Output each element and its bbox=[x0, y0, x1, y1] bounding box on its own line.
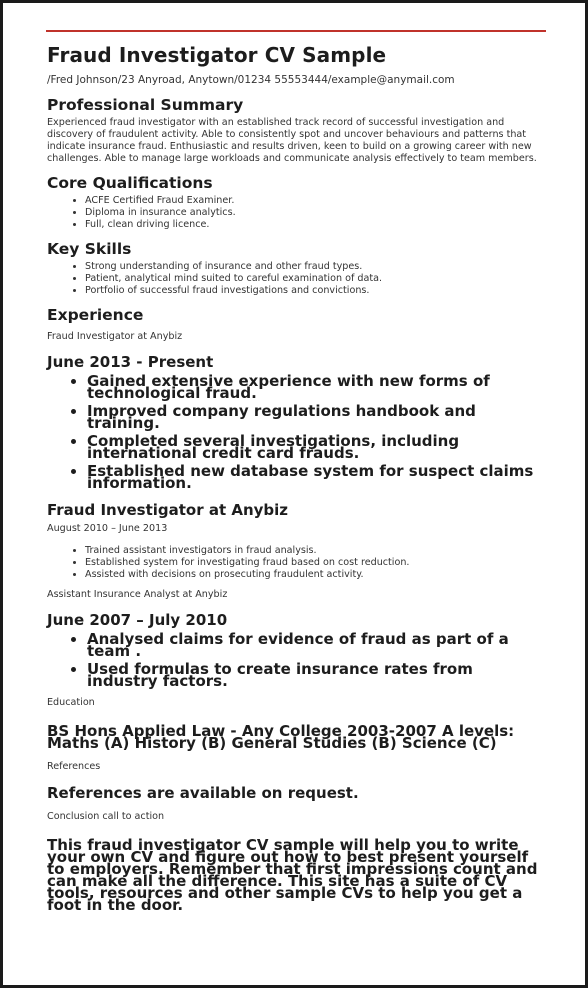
job1-list bbox=[47, 372, 547, 492]
list-item: • Analysed claims for evidence of fraud as part of a team . bbox=[87, 633, 547, 657]
list-item: • Trained assistant investigators in fraud analysis. bbox=[85, 545, 547, 557]
job3-list bbox=[47, 630, 547, 690]
list-item: • Diploma in insurance analytics. bbox=[85, 207, 547, 219]
job2-list bbox=[47, 545, 547, 581]
education-text: BS Hons Applied Law - Any College 2003-2007 A levels: Maths (A) History (B) General Studies (B) Science (C) bbox=[47, 722, 515, 752]
list-item: • Strong understanding of insurance and other fraud types. bbox=[85, 261, 547, 273]
list-item: • Established new database system for suspect claims information. bbox=[87, 465, 547, 489]
list-item: • Full, clean driving licence. bbox=[85, 219, 547, 231]
references-label: References bbox=[47, 761, 101, 772]
qualifications-list bbox=[47, 195, 547, 231]
list-item: • Completed several investigations, including international credit card frauds. bbox=[87, 435, 547, 459]
list-item: • Improved company regulations handbook and training. bbox=[87, 405, 547, 429]
qualifications-heading: Core Qualifications bbox=[47, 174, 213, 192]
skills-list bbox=[47, 261, 547, 297]
job1-dates: June 2013 - Present bbox=[47, 353, 214, 371]
references-text: References are available on request. bbox=[47, 784, 359, 802]
accent-rule bbox=[46, 30, 546, 32]
education-label: Education bbox=[47, 697, 95, 708]
job3-title: Assistant Insurance Analyst at Anybiz bbox=[47, 589, 228, 600]
list-item: • Patient, analytical mind suited to careful examination of data. bbox=[85, 273, 547, 285]
list-item: • Gained extensive experience with new forms of technological fraud. bbox=[87, 375, 547, 399]
skills-heading: Key Skills bbox=[47, 240, 132, 258]
conclusion-label: Conclusion call to action bbox=[47, 811, 165, 822]
job2-dates: August 2010 – June 2013 bbox=[47, 523, 168, 534]
list-item: • ACFE Certified Fraud Examiner. bbox=[85, 195, 547, 207]
list-item: • Assisted with decisions on prosecuting fraudulent activity. bbox=[85, 569, 547, 581]
list-item: • Established system for investigating fraud based on cost reduction. bbox=[85, 557, 547, 569]
cv-title: Fraud Investigator CV Sample bbox=[47, 43, 387, 67]
list-item: • Used formulas to create insurance rates from industry factors. bbox=[87, 663, 547, 687]
job2-title: Fraud Investigator at Anybiz bbox=[47, 501, 289, 519]
summary-text: Experienced fraud investigator with an established track record of successful investigation and discovery of fraudulent activity. Able to consistently spot and uncover behaviours and patterns that indicate insurance fraud. Enthusiastic and results driven, keen to build on a growing career with new challenges. Able to manage large workloads and communicate analysis effectively to team members. bbox=[47, 117, 537, 164]
contact-line: /Fred Johnson/23 Anyroad, Anytown/01234 55553444/example@anymail.com bbox=[47, 74, 455, 86]
experience-heading: Experience bbox=[47, 306, 144, 324]
list-item: • Portfolio of successful fraud investigations and convictions. bbox=[85, 285, 547, 297]
job1-title: Fraud Investigator at Anybiz bbox=[47, 331, 183, 342]
conclusion-text: This fraud investigator CV sample will help you to write your own CV and figure out how to best present yourself to employers. Remember that first impressions count and can make all the difference. This site has a suite of CV tools, resources and other sample CVs to help you get a foot in the door. bbox=[47, 836, 538, 914]
summary-heading: Professional Summary bbox=[47, 96, 244, 114]
cv-content bbox=[47, 42, 547, 914]
job3-dates: June 2007 – July 2010 bbox=[47, 611, 228, 629]
